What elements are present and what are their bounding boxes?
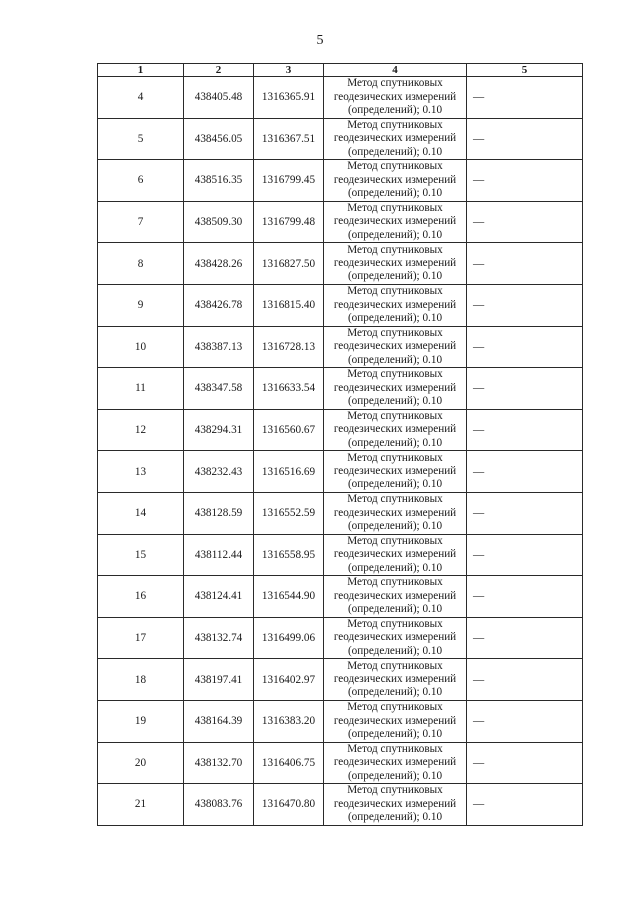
method-text-line: Метод спутниковых [347,451,443,464]
point-number-cell: 10 [98,326,184,368]
y-coordinate-cell: 1316516.69 [254,451,324,493]
y-coordinate-cell: 1316406.75 [254,742,324,784]
method-text-line: (определений); 0.10 [347,603,443,616]
header-row [98,64,583,77]
method-text-line: геодезических измерений [333,548,457,561]
point-number-cell: 7 [98,201,184,243]
point-number-cell: 15 [98,534,184,576]
x-coordinate-cell: 438426.78 [184,284,254,326]
method-text-line: Метод спутниковых [347,160,443,173]
method-cell [324,700,467,742]
method-text-line: геодезических измерений [333,631,457,644]
method-cell [324,617,467,659]
point-number-cell: 17 [98,617,184,659]
y-coordinate-cell: 1316560.67 [254,409,324,451]
header-col-3: 3 [254,64,324,77]
point-number-cell: 21 [98,784,184,826]
point-number-cell: 19 [98,700,184,742]
header-col-5: 5 [467,64,583,77]
x-coordinate-cell: 438347.58 [184,368,254,410]
method-text-line: геодезических измерений [333,340,457,353]
method-text-line: геодезических измерений [333,132,457,145]
method-cell [324,368,467,410]
method-text-line: (определений); 0.10 [347,811,443,824]
y-coordinate-cell: 1316799.45 [254,160,324,202]
x-coordinate-cell: 438124.41 [184,576,254,618]
method-text-line: (определений); 0.10 [347,311,443,324]
method-text-line: геодезических измерений [333,215,457,228]
method-text-line: геодезических измерений [333,381,457,394]
table-row [98,576,583,618]
method-text-line: (определений); 0.10 [347,686,443,699]
table-row [98,617,583,659]
table-row [98,409,583,451]
page-number: 5 [316,33,324,48]
x-coordinate-cell: 438197.41 [184,659,254,701]
note-cell: — [467,659,583,701]
x-coordinate-cell: 438456.05 [184,118,254,160]
point-number-cell: 16 [98,576,184,618]
method-cell [324,201,467,243]
y-coordinate-cell: 1316383.20 [254,700,324,742]
point-number-cell: 6 [98,160,184,202]
method-text-line: Метод спутниковых [347,701,443,714]
method-text-line: (определений); 0.10 [347,478,443,491]
note-cell: — [467,576,583,618]
note-cell: — [467,201,583,243]
method-text-line: геодезических измерений [333,756,457,769]
method-cell [324,160,467,202]
method-cell [324,77,467,119]
y-coordinate-cell: 1316633.54 [254,368,324,410]
x-coordinate-cell: 438294.31 [184,409,254,451]
method-text-line: Метод спутниковых [347,493,443,506]
method-cell [324,118,467,160]
point-number-cell: 11 [98,368,184,410]
method-cell [324,243,467,285]
header-col-1: 1 [98,64,184,77]
table-row [98,368,583,410]
method-text-line: (определений); 0.10 [347,769,443,782]
method-text-line: Метод спутниковых [347,77,443,90]
table-row [98,243,583,285]
method-text-line: геодезических измерений [333,464,457,477]
method-text-line: (определений); 0.10 [347,353,443,366]
y-coordinate-cell: 1316367.51 [254,118,324,160]
y-coordinate-cell: 1316827.50 [254,243,324,285]
method-cell [324,659,467,701]
y-coordinate-cell: 1316544.90 [254,576,324,618]
table-row [98,160,583,202]
point-number-cell: 14 [98,492,184,534]
x-coordinate-cell: 438405.48 [184,77,254,119]
x-coordinate-cell: 438232.43 [184,451,254,493]
note-cell: — [467,617,583,659]
header-col-2: 2 [184,64,254,77]
note-cell: — [467,409,583,451]
method-text-line: Метод спутниковых [347,784,443,797]
method-text-line: (определений); 0.10 [347,727,443,740]
note-cell: — [467,284,583,326]
method-text-line: Метод спутниковых [347,409,443,422]
method-text-line: геодезических измерений [333,506,457,519]
method-cell [324,742,467,784]
method-cell [324,492,467,534]
point-number-cell: 13 [98,451,184,493]
method-cell [324,409,467,451]
point-number-cell: 5 [98,118,184,160]
method-text-line: геодезических измерений [333,797,457,810]
x-coordinate-cell: 438164.39 [184,700,254,742]
x-coordinate-cell: 438428.26 [184,243,254,285]
y-coordinate-cell: 1316552.59 [254,492,324,534]
header-col-4: 4 [324,64,467,77]
y-coordinate-cell: 1316499.06 [254,617,324,659]
method-text-line: Метод спутниковых [347,576,443,589]
note-cell: — [467,784,583,826]
point-number-cell: 9 [98,284,184,326]
y-coordinate-cell: 1316558.95 [254,534,324,576]
method-text-line: (определений); 0.10 [347,187,443,200]
note-cell: — [467,451,583,493]
method-text-line: Метод спутниковых [347,617,443,630]
method-text-line: Метод спутниковых [347,201,443,214]
note-cell: — [467,368,583,410]
method-text-line: Метод спутниковых [347,326,443,339]
method-text-line: геодезических измерений [333,173,457,186]
point-number-cell: 8 [98,243,184,285]
method-text-line: геодезических измерений [333,298,457,311]
method-text-line: (определений); 0.10 [347,519,443,532]
method-text-line: (определений); 0.10 [347,644,443,657]
method-cell [324,576,467,618]
method-text-line: (определений); 0.10 [347,395,443,408]
point-number-cell: 18 [98,659,184,701]
y-coordinate-cell: 1316470.80 [254,784,324,826]
method-text-line: Метод спутниковых [347,742,443,755]
method-text-line: (определений); 0.10 [347,270,443,283]
method-cell [324,451,467,493]
coordinates-table [97,63,583,826]
point-number-cell: 20 [98,742,184,784]
method-text-line: (определений); 0.10 [347,561,443,574]
x-coordinate-cell: 438132.70 [184,742,254,784]
method-text-line: геодезических измерений [333,423,457,436]
method-cell [324,784,467,826]
method-text-line: (определений); 0.10 [347,228,443,241]
table-row [98,492,583,534]
y-coordinate-cell: 1316815.40 [254,284,324,326]
note-cell: — [467,742,583,784]
method-text-line: Метод спутниковых [347,368,443,381]
x-coordinate-cell: 438112.44 [184,534,254,576]
note-cell: — [467,700,583,742]
note-cell: — [467,243,583,285]
table-row [98,201,583,243]
table-row [98,118,583,160]
table-row [98,534,583,576]
method-text-line: Метод спутниковых [347,285,443,298]
method-text-line: геодезических измерений [333,714,457,727]
point-number-cell: 4 [98,77,184,119]
method-cell [324,534,467,576]
point-number-cell: 12 [98,409,184,451]
table-row [98,77,583,119]
method-text-line: геодезических измерений [333,589,457,602]
note-cell: — [467,77,583,119]
table-row [98,326,583,368]
y-coordinate-cell: 1316402.97 [254,659,324,701]
x-coordinate-cell: 438083.76 [184,784,254,826]
y-coordinate-cell: 1316799.48 [254,201,324,243]
table-row [98,451,583,493]
table-header [98,64,583,77]
note-cell: — [467,326,583,368]
method-text-line: геодезических измерений [333,90,457,103]
x-coordinate-cell: 438387.13 [184,326,254,368]
note-cell: — [467,492,583,534]
method-cell [324,326,467,368]
method-text-line: Метод спутниковых [347,534,443,547]
note-cell: — [467,534,583,576]
table-body [98,77,583,826]
table-row [98,284,583,326]
method-text-line: (определений); 0.10 [347,104,443,116]
table-row [98,784,583,826]
x-coordinate-cell: 438132.74 [184,617,254,659]
method-text-line: геодезических измерений [333,672,457,685]
x-coordinate-cell: 438516.35 [184,160,254,202]
x-coordinate-cell: 438509.30 [184,201,254,243]
note-cell: — [467,160,583,202]
y-coordinate-cell: 1316365.91 [254,77,324,119]
method-text-line: Метод спутниковых [347,659,443,672]
table-row [98,742,583,784]
method-text-line: Метод спутниковых [347,118,443,131]
table-row [98,700,583,742]
x-coordinate-cell: 438128.59 [184,492,254,534]
method-text-line: геодезических измерений [333,256,457,269]
method-text-line: Метод спутниковых [347,243,443,256]
method-text-line: (определений); 0.10 [347,145,443,158]
table-row [98,659,583,701]
method-text-line: (определений); 0.10 [347,436,443,449]
note-cell: — [467,118,583,160]
method-cell [324,284,467,326]
y-coordinate-cell: 1316728.13 [254,326,324,368]
